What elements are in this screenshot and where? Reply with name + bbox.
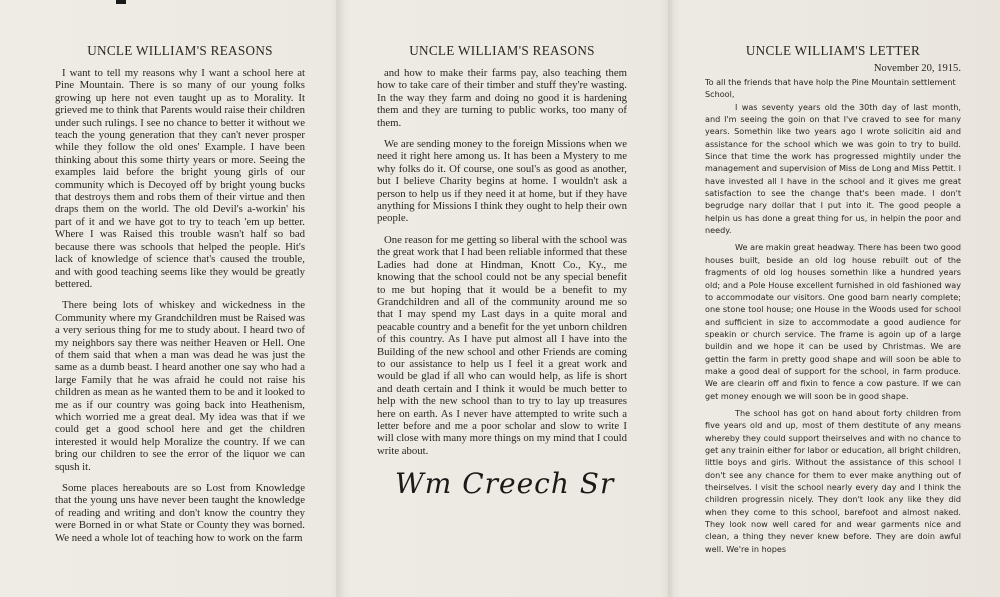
column-reasons-2 — [377, 0, 627, 597]
paragraph: We are sending money to the foreign Missions when we need it right here among us. It has been a Mystery to me why folks do it. Of course, one soul's as good as another, but I believe Charity begins at home. I wouldn't ask a person to help us if they need it at home, but if they have anything for Missions I think they ought to help their own people. — [377, 138, 627, 225]
column-heading: UNCLE WILLIAM'S REASONS — [409, 43, 595, 58]
column-letter — [705, 0, 961, 597]
paragraph: Some places hereabouts are so Lost from Knowledge that the young uns have never been taught the knowledge of reading and writing and don't know the country they were Borned in or what State or County they was borned. We need a whole lot of teaching how to work on the farm — [55, 482, 305, 544]
letter-date: November 20, 1915. — [873, 63, 961, 74]
paragraph: There being lots of whiskey and wickedness in the Community where my Grandchildren must be Raised was a very serious thing for me to study about. I heard two of my neighbors say there was neither Heaven or Hell. One of them said that when a man was dead he was just the same as a dumb beast. I heard another one say who had a large Family that he was afraid he could not raise his children as mean as he wanted them to be and it looked to me as if our country was going back into Heathenism, which worried me a great deal. My idea was that if we could get a good school here and get the children interested it would help Moralize the country. If we can bring our children to see the error of the liquor we can sqush it. — [55, 299, 305, 473]
fold-line-left — [336, 0, 342, 597]
signature: Wm Creech Sr — [395, 467, 615, 501]
paragraph: I want to tell my reasons why I want a school here at Pine Mountain. There is so many of our young folks growing up here not even taught up as to Morality. It grieved me to think that Parents would raise their children under such rulings. I see no chance to better it without we teach the young generation that they can't never prosper while they follow the old ones' Example. I have been thinking about this some thirty years or more. Seeing the examples laid before the bright young girls of our community which is Decoyed off by bright young bucks that destroys them and robs them of their virtue and then draps them on the world. The old Devil's a-workin' his part of it and we have got to try to teach 'em up better. Where I was Raised this trouble wasn't half so bad because there was schools that helped the people. Hit's lack of knowledge of science that's caused the trouble, and with good teaching seems like they would be greatly bettered. — [55, 67, 305, 290]
column-reasons-1 — [55, 0, 305, 597]
paragraph: and how to make their farms pay, also teaching them how to take care of their timber and stuff they're wasting. In the way they farm and doing no good it is hardening them and they are turning to public works, too many of them. — [377, 67, 627, 129]
paragraph: We are makin great headway. There has been two good houses built, beside an old log house rebuilt out of the fragments of old log houses somethin like a hundred years old; and a Pole House excellent furnished in old fashioned way to accommodate our visitors. One good barn nearly complete; one stone tool house; one House in the Woods used for school and sufficient in size to accommodate a good audience for speakin or church service. The frame is agoin up of a large buildin and we hope it can be used by Christmas. We are gettin the farm in pretty good shape and will soon be able to make a good deal of support for the school, in farm produce. We are clearin off and fixin to fence a cow pasture. If we can get money enough we will soon be in good shape. — [705, 242, 961, 401]
paragraph: One reason for me getting so liberal with the school was the great work that I had been reliable informed that these Ladies had done at Hindman, Knott Co., Ky., me knowing that the school could not be any special benefit to me but hoping that it would be a benefit to my Grandchildren and all of the community around me so that I may spend my Last days in a quite moral and peacable country and a benefit for the yet unborn children of this country. As I have put almost all I have into the Building of the new school and other Friends are coming to our assistance to help us I feel it a great work and would be glad if all who can would help, as life is short and death certain and I think it would be much better to help with the new school than to try to lay up treasures here on earth. As I never have attempted to write such a letter before and me a poor scholar and slow to write I will close with many more things on my mind that I could write about. — [377, 233, 627, 457]
column-heading: UNCLE WILLIAM'S REASONS — [87, 43, 273, 58]
letter-salutation: To all the friends that have holp the Pine Mountain settlement School, — [705, 77, 956, 100]
paragraph: I was seventy years old the 30th day of last month, and I'm seeing the goin on that I've craved to see for many years. Somethin like two years ago I wrote solicitin aid and assistance for the school which we was goin to try to build. Since that time the work has progressed mightily under the management and supervision of Miss de Long and Miss Pettit. I have invested all I have in the school and it gives me great satisfaction to see the change that's been made. I don't begrudge nary dollar that I put into it. The good people a helpin us has done a great thing for us, in helpin the poor and needy. — [705, 101, 961, 236]
column-heading: UNCLE WILLIAM'S LETTER — [745, 43, 921, 58]
paragraph: The school has got on hand about forty children from five years old and up, most of them destitute of any means whereby they could support theirselves and with no chance to get any trainin either for labor or education, all bright children, little boys and girls. Without the assistance of this school I don't see any chance for them to ever make anything out of theirselves. I visit the school nearly every day and I think the children progressin nicely. They don't look any like they did when they come to this school, barefoot and almost naked. They look now well cared for and wear garments nice and clean, a thing they never knew before. They are doin awful well. We're in hopes — [705, 407, 961, 554]
fold-line-right — [668, 0, 674, 597]
